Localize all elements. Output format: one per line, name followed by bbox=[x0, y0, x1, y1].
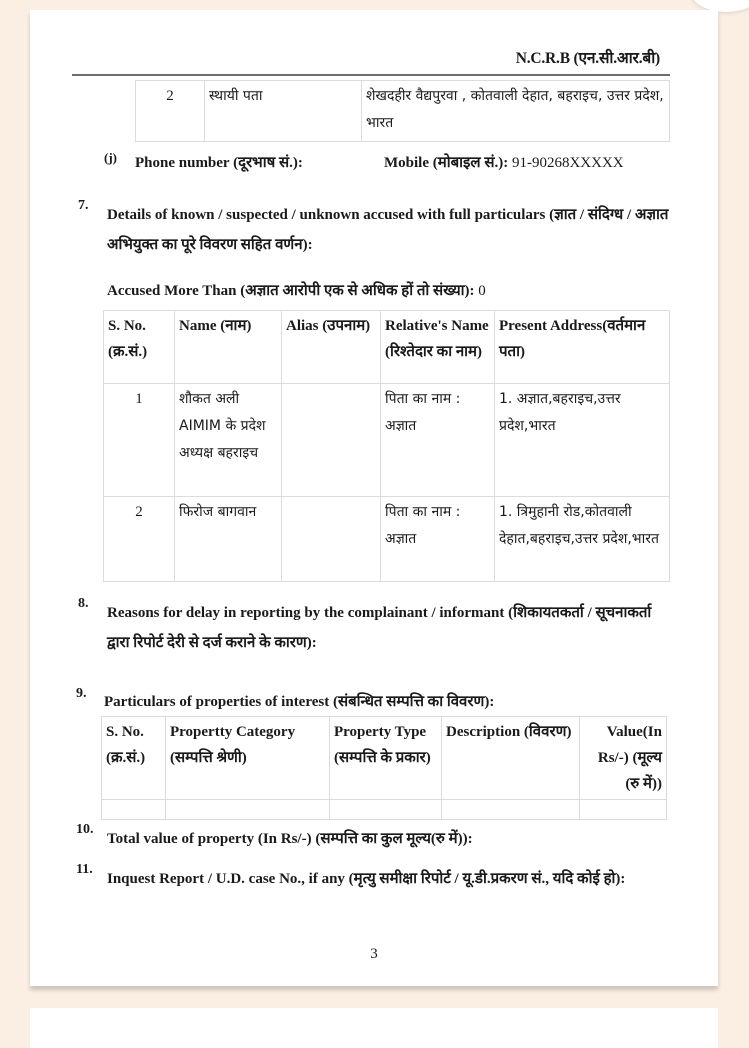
col-relative: Relative's Name (रिश्तेदार का नाम) bbox=[381, 311, 495, 384]
section11-title: Inquest Report / U.D. case No., if any (मृत्यु समीक्षा रिपोर्ट / यू.डी.प्रकरण सं., यदि कोई हो): bbox=[107, 871, 626, 887]
mobile-value: 91-90268XXXXX bbox=[511, 155, 624, 171]
section7-number: 7. bbox=[78, 198, 89, 213]
address-type: स्थायी पता bbox=[205, 81, 362, 142]
section10-title: Total value of property (In Rs/-) (सम्पत्ति का कुल मूल्य(रु में)): bbox=[107, 831, 473, 847]
section11-number: 11. bbox=[76, 862, 93, 877]
table-header-row bbox=[102, 717, 667, 800]
mobile-field bbox=[384, 148, 624, 178]
table-header-row bbox=[104, 311, 670, 384]
accused-alias bbox=[282, 384, 381, 497]
col-description: Description (विवरण) bbox=[442, 717, 580, 800]
address-table bbox=[135, 80, 670, 142]
property-description bbox=[442, 800, 580, 820]
property-type bbox=[330, 800, 442, 820]
accused-address: 1. अज्ञात,बहराइच,उत्तर प्रदेश,भारत bbox=[495, 384, 670, 497]
col-value: Value(In Rs/-) (मूल्य (रु में)) bbox=[580, 717, 667, 800]
mobile-label: Mobile (मोबाइल सं.): bbox=[384, 155, 509, 171]
accused-alias bbox=[282, 497, 381, 582]
section10-number: 10. bbox=[76, 822, 94, 837]
property-category bbox=[166, 800, 330, 820]
accused-sno: 2 bbox=[104, 497, 175, 582]
table-row bbox=[136, 81, 670, 142]
accused-address: 1. त्रिमुहानी रोड,कोतवाली देहात,बहराइच,उत्तर प्रदेश,भारत bbox=[495, 497, 670, 582]
accused-name: फिरोज बागवान bbox=[175, 497, 282, 582]
document-page bbox=[30, 10, 718, 986]
header-org-title: N.C.R.B (एन.सी.आर.बी) bbox=[515, 50, 660, 67]
col-name: Name (नाम) bbox=[175, 311, 282, 384]
accused-more-value: 0 bbox=[478, 283, 486, 299]
accused-sno: 1 bbox=[104, 384, 175, 497]
col-alias: Alias (उपनाम) bbox=[282, 311, 381, 384]
section9-title: Particulars of properties of interest (संबन्धित सम्पत्ति का विवरण): bbox=[104, 694, 495, 710]
accused-more-label: Accused More Than (अज्ञात आरोपी एक से अधिक हों तो संख्या): bbox=[107, 283, 475, 299]
col-category: Propertty Category (सम्पत्ति श्रेणी) bbox=[166, 717, 330, 800]
section7-title: Details of known / suspected / unknown accused with full particulars (ज्ञात / संदिग्ध / अज्ञात अभियुक्त का पूरे विवरण सहित वर्णन): bbox=[107, 207, 669, 253]
accused-relative: पिता का नाम : अज्ञात bbox=[381, 497, 495, 582]
col-type: Property Type (सम्पत्ति के प्रकार) bbox=[330, 717, 442, 800]
section8-number: 8. bbox=[78, 596, 89, 611]
accused-name: शौकत अली AIMIM के प्रदेश अध्यक्ष बहराइच bbox=[175, 384, 282, 497]
accused-relative: पिता का नाम : अज्ञात bbox=[381, 384, 495, 497]
next-document-page bbox=[30, 1008, 718, 1048]
table-row bbox=[102, 800, 667, 820]
phone-label bbox=[135, 148, 303, 178]
property-table bbox=[101, 716, 667, 820]
property-value bbox=[580, 800, 667, 820]
table-row bbox=[104, 497, 670, 582]
header-divider bbox=[72, 74, 670, 76]
phone-marker: (j) bbox=[104, 150, 117, 165]
col-sno: S. No. (क्र.सं.) bbox=[102, 717, 166, 800]
property-sno bbox=[102, 800, 166, 820]
address-sno: 2 bbox=[136, 81, 205, 142]
accused-table bbox=[103, 310, 670, 582]
table-row bbox=[104, 384, 670, 497]
section8-title: Reasons for delay in reporting by the complainant / informant (शिकायतकर्ता / सूचनाकर्ता द्वारा रिपोर्ट देरी से दर्ज कराने के कारण): bbox=[107, 605, 652, 651]
col-address: Present Address(वर्तमान पता) bbox=[495, 311, 670, 384]
phone-label-text: Phone number (दूरभाष सं.): bbox=[135, 155, 303, 171]
section9-number: 9. bbox=[76, 686, 87, 701]
address-value: शेखदहीर वैद्यपुरवा , कोतवाली देहात, बहराइच, उत्तर प्रदेश, भारत bbox=[362, 81, 670, 142]
col-sno: S. No. (क्र.सं.) bbox=[104, 311, 175, 384]
accused-more-field bbox=[107, 276, 486, 306]
page-number: 3 bbox=[370, 946, 378, 962]
